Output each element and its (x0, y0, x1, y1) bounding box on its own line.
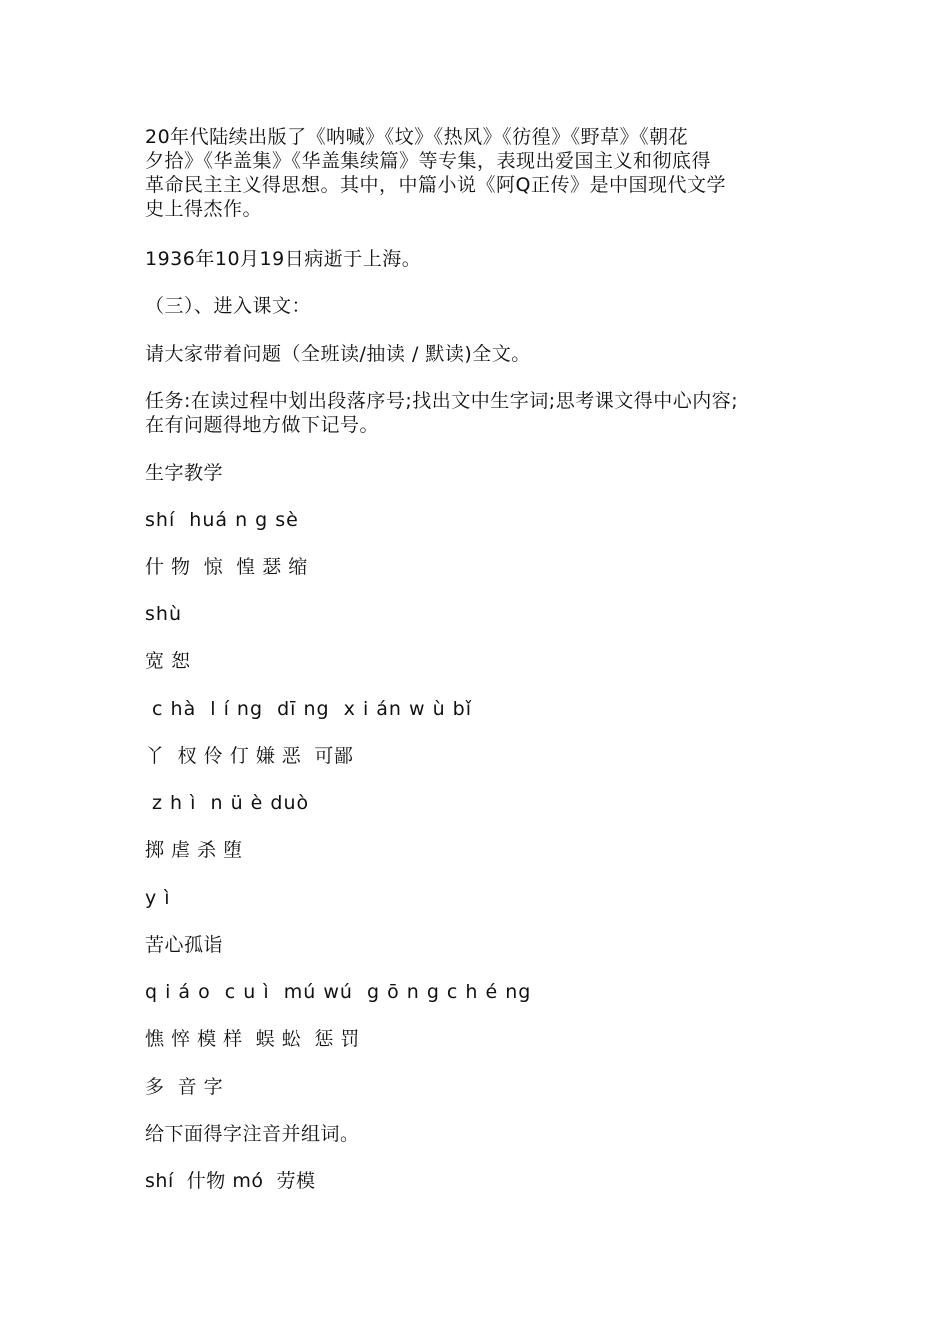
polyphone-example: shí 什物 mó 劳模 (145, 1170, 316, 1192)
death-date-line: 1936年10月19日病逝于上海。 (145, 248, 422, 270)
hanzi-row-4: 掷 虐 杀 堕 (145, 839, 243, 861)
pinyin-row-5: y ì (145, 887, 171, 909)
pinyin-row-3: c hà l í ng dī ng x i án w ù bǐ (145, 698, 472, 720)
task-line-1: 任务:在读过程中划出段落序号;找出文中生字词;思考课文得中心内容; (145, 390, 739, 412)
hanzi-row-5: 苦心孤诣 (145, 934, 224, 956)
polyphone-heading: 多 音 字 (145, 1076, 224, 1098)
hanzi-row-1: 什 物 惊 惶 瑟 缩 (145, 556, 308, 578)
hanzi-row-2: 宽 恕 (145, 650, 191, 672)
task-paragraph (145, 389, 738, 437)
task-line-2: 在有问题得地方做下记号。 (145, 414, 380, 436)
hanzi-row-6: 憔 悴 模 样 蜈 蚣 惩 罚 (145, 1028, 360, 1050)
vocab-heading: 生字教学 (145, 462, 224, 484)
section-heading: （三）、进入课文： (145, 295, 312, 317)
intro-line-4: 史上得杰作。 (145, 198, 263, 220)
intro-line-1: 20年代陆续出版了《呐喊》《坟》《热风》《彷徨》《野草》《朝花 (145, 126, 689, 148)
polyphone-instruction: 给下面得字注音并组词。 (145, 1123, 360, 1145)
intro-paragraph (145, 125, 726, 221)
reading-instruction: 请大家带着问题（全班读/抽读 / 默读)全文。 (145, 343, 531, 365)
pinyin-row-1: shí huá n g sè (145, 509, 299, 531)
pinyin-row-2: shù (145, 603, 182, 625)
hanzi-row-3: 丫 杈 伶 仃 嫌 恶 可鄙 (145, 745, 354, 767)
pinyin-row-6: q i á o c u ì mú wú g ō n g c h é ng (145, 981, 532, 1003)
pinyin-row-4: z h ì n ü è duò (145, 792, 310, 814)
intro-line-2: 夕拾》《华盖集》《华盖集续篇》等专集，表现出爱国主义和彻底得 (145, 150, 712, 172)
intro-line-3: 革命民主主义得思想。其中，中篇小说《阿Q正传》是中国现代文学 (145, 174, 726, 196)
